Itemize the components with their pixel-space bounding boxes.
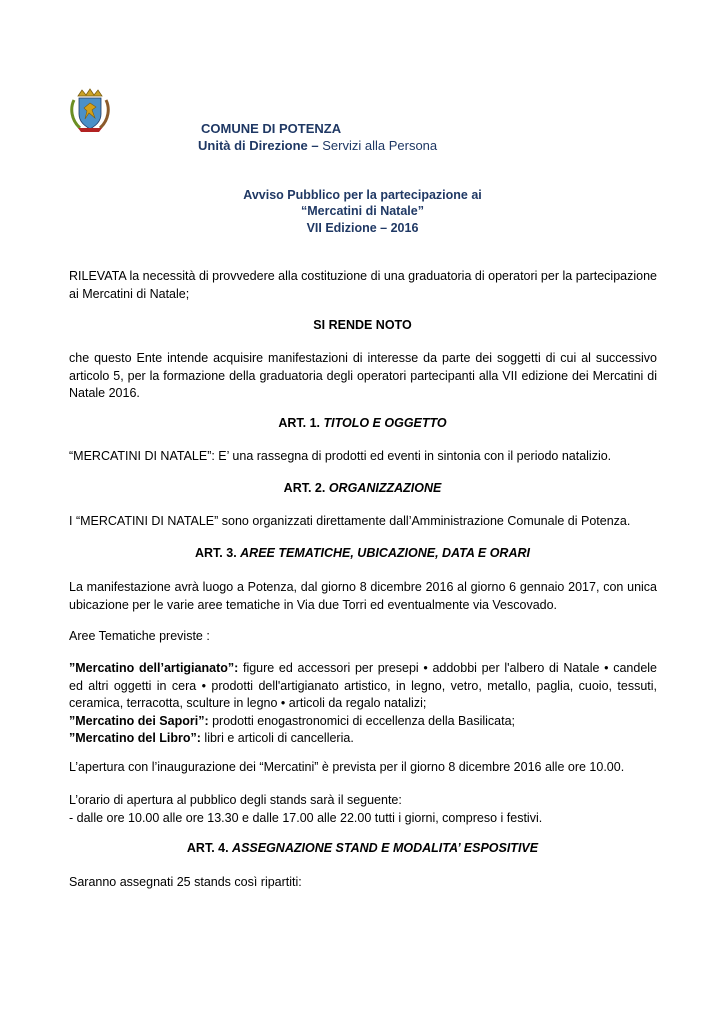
art1-number: ART. 1. <box>278 416 324 430</box>
coat-of-arms-icon <box>68 88 112 134</box>
list-item-text: libri e articoli di cancelleria. <box>200 731 354 745</box>
list-item <box>69 713 657 731</box>
heading-art4 <box>0 841 725 855</box>
art3-title-rest: , UBICAZIONE, DATA E ORARI <box>350 546 530 560</box>
list-item-text: prodotti enogastronomici di eccellenza della Basilicata; <box>208 713 516 728</box>
paragraph-art3: La manifestazione avrà luogo a Potenza, dal giorno 8 dicembre 2016 al giorno 6 gennaio 2017, con unica ubicazione per le varie aree tematiche in Via due Torri ed eventualmente via Vescovado. <box>69 580 657 612</box>
art2-title: ORGANIZZAZIONE <box>328 481 442 495</box>
heading-art1 <box>0 416 725 430</box>
heading-art3 <box>0 546 725 560</box>
servizi-label: Servizi alla Persona <box>318 138 438 153</box>
list-item <box>69 730 657 748</box>
orario-line2: - dalle ore 10.00 alle ore 13.30 e dalle 17.00 alle 22.00 tutti i giorni, compreso i festivi. <box>69 810 543 825</box>
list-item-label: ”Mercatino dei Sapori”: <box>69 713 209 728</box>
art4-number: ART. 4. <box>186 841 233 855</box>
art3-title: AREE TEMATICHE <box>240 546 351 560</box>
paragraph-rilevata: RILEVATA la necessità di provvedere alla costituzione di una graduatoria di operatori per la partecipazione ai Mercatini di Natale; <box>69 269 657 301</box>
paragraph-art2: I “MERCATINI DI NATALE” sono organizzati direttamente dall’Amministrazione Comunale di Potenza. <box>69 514 631 528</box>
avviso-title-line2: “Mercatini di Natale” <box>301 204 424 218</box>
list-item-text: figure ed accessori per presepi • addobbi per l'albero di Natale • candele ed altri oggetti in cera • prodotti dell'artigianato artistico, in legno, vetro, metallo, paglia, cuoio, tessuti, ceramica, terracotta, sculture in legno • articoli da regalo natalizi; <box>69 661 657 710</box>
paragraph-orario <box>69 792 657 827</box>
art1-title: TITOLO E OGGETTO <box>323 416 447 430</box>
art2-number: ART. 2. <box>283 481 329 495</box>
list-item <box>69 660 657 713</box>
avviso-title-line3: VII Edizione – 2016 <box>306 221 419 235</box>
list-item-label: ”Mercatino dell’artigianato”: <box>69 661 239 675</box>
paragraph-art1: “MERCATINI DI NATALE”: E’ una rassegna di prodotti ed eventi in sintonia con il periodo natalizio. <box>69 449 612 463</box>
heading-art2 <box>0 481 725 495</box>
art4-title: ASSEGNAZIONE STAND E MODALITA’ ESPOSITIVE <box>232 841 539 855</box>
paragraph-che-questo: che questo Ente intende acquisire manifestazioni di interesse da parte dei soggetti di cui al successivo articolo 5, per la formazione della graduatoria degli operatori partecipanti alla VII edizione dei Mercatini di Natale 2016. <box>69 351 657 400</box>
paragraph-apertura: L’apertura con l’inaugurazione dei “Mercatini” è prevista per il giorno 8 dicembre 2016 alle ore 10.00. <box>69 760 625 774</box>
avviso-title-line1: Avviso Pubblico per la partecipazione ai <box>243 188 482 202</box>
aree-previste-label: Aree Tematiche previste : <box>69 629 210 643</box>
comune-title: COMUNE DI POTENZA <box>201 121 342 136</box>
paragraph-saranno: Saranno assegnati 25 stands così ripartiti: <box>69 875 302 889</box>
heading-rende-noto: SI RENDE NOTO <box>313 318 412 332</box>
list-item-label: ”Mercatino del Libro”: <box>69 731 201 745</box>
aree-list <box>69 660 657 748</box>
orario-line1: L’orario di apertura al pubblico degli stands sarà il seguente: <box>69 793 402 807</box>
unita-direzione <box>198 138 437 153</box>
unita-label: Unità di Direzione – <box>198 138 319 153</box>
art3-number: ART. 3. <box>195 546 241 560</box>
